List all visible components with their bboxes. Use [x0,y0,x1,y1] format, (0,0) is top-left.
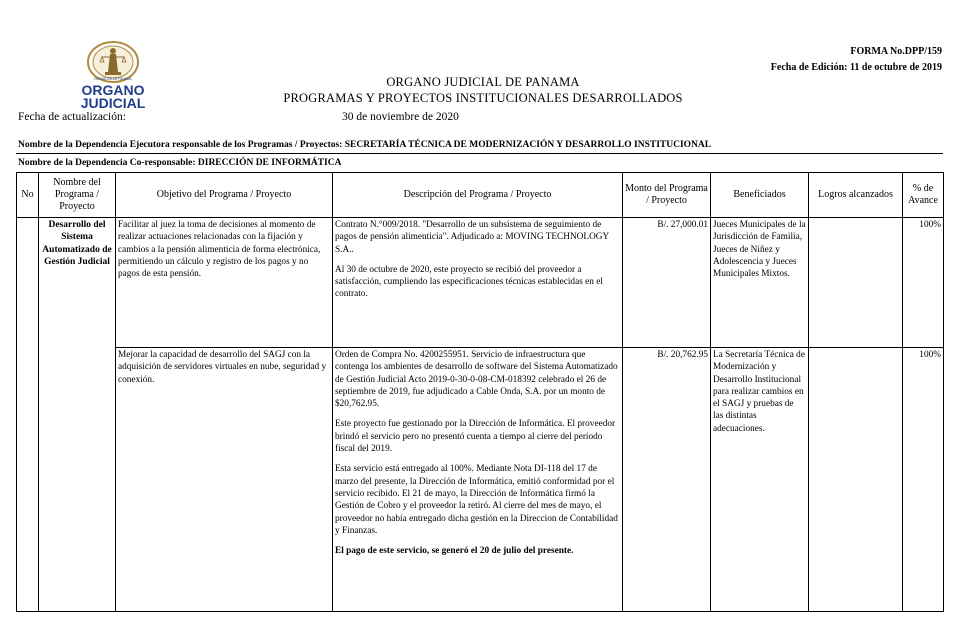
header-nombre: Nombre del Programa / Proyecto [39,173,116,218]
cell-beneficiados: Jueces Municipales de la Jurisdicción de Familia, Jueces de Niñez y Adolescencia y Jueces Municipales Mixtos. [711,218,809,348]
dependencia-ejecutora [18,140,711,150]
table-row [17,348,944,612]
header-avance: % de Avance [903,173,944,218]
dependencia-ejecutora-label: Nombre de la Dependencia Ejecutora responsable de los Programas / Proyectos: [18,140,345,150]
dependencia-coresponsable [18,158,341,168]
cell-no [17,218,39,612]
cell-descripcion [333,218,623,348]
svg-text:ORGANO: ORGANO [81,82,145,98]
header-monto: Monto del Programa / Proyecto [623,173,711,218]
header-beneficiados: Beneficiados [711,173,809,218]
dependencia-coresponsable-label: Nombre de la Dependencia Co-responsable: [18,158,198,168]
cell-objetivo: Facilitar al juez la toma de decisiones al momento de realizar actuaciones relacionadas con la fijación y cambios a la pensión alimenticia de forma electrónica, permitiendo un cálculo y registro de los pagos y no pagos de esta pensión. [116,218,333,348]
table-row [17,218,944,348]
divider [16,153,943,154]
descripcion-paragraph: Orden de Compra No. 4200255951. Servicio de infraestructura que contenga los ambientes de desarrollo de software del Sistema Automatizado de Gestión Judicial Acto 2019-0-30-0-08-CM-018392 celebrado el 26 de septiembre de 2019, fue adjudicado a Cable Onda, S.A. por un monto de $20,762.95. [335,350,618,410]
svg-text:JUDICIAL: JUDICIAL [80,95,146,111]
cell-nombre: Desarrollo del Sistema Automatizado de Gestión Judicial [39,218,116,612]
header-no: No [17,173,39,218]
descripcion-paragraph: El pago de este servicio, se generó el 20 de julio del presente. [335,546,574,557]
cell-logros [809,218,903,348]
page-title: ORGANO JUDICIAL DE PANAMA [386,75,580,89]
header-logros: Logros alcanzados [809,173,903,218]
cell-monto: B/. 20,762.95 [623,348,711,612]
programs-table [16,172,944,612]
table-header-row [17,173,944,218]
cell-beneficiados: La Secretaría Técnica de Modernización y Desarrollo Institucional para realizar cambios en el SAGJ y pruebas de las distintas adecuaciones. [711,348,809,612]
forma-number: FORMA No.DPP/159 [850,46,942,57]
header-descripcion: Descripción del Programa / Proyecto [333,173,623,218]
svg-text:REPÚBLICA DE PANAMÁ: REPÚBLICA DE PANAMÁ [94,77,132,81]
header-objetivo: Objetivo del Programa / Proyecto [116,173,333,218]
descripcion-paragraph: Este proyecto fue gestionado por la Dirección de Informática. El proveedor brindó el servicio pero no presentó cuenta a tiempo al cierre del período fiscal del 2019. [335,419,616,455]
fecha-edicion: Fecha de Edición: 11 de octubre de 2019 [770,62,942,73]
cell-objetivo: Mejorar la capacidad de desarrollo del SAGJ con la adquisición de servidores virtuales en nube, seguridad y conexión. [116,348,333,612]
fecha-actualizacion-label: Fecha de actualización: [18,111,126,123]
fecha-actualizacion-value: 30 de noviembre de 2020 [342,111,459,123]
cell-avance: 100% [903,218,944,348]
descripcion-paragraph: Esta servicio está entregado al 100%. Mediante Nota DI-118 del 17 de marzo del presente, la Dirección de Informática, emitió conformidad por el servicio recibido. El 21 de mayo, la Dirección de Informática firmó la Gestión de Cobro y el proveedor la retiró. Al cierre del mes de mayo, el proveedor no había entregado dicha gestión en la Direccion de Contabilidad y Finanzas. [335,464,618,536]
dependencia-coresponsable-value: DIRECCIÓN DE INFORMÁTICA [197,158,342,168]
descripcion-paragraph: Al 30 de octubre de 2020, este proyecto se recibió del proveedor a satisfacción, cumpliendo las especificaciones técnicas establecidas en el contrato. [335,264,603,300]
dependencia-ejecutora-value: SECRETARÍA TÉCNICA DE MODERNIZACIÓN Y DESARROLLO INSTITUCIONAL [344,140,712,150]
descripcion-paragraph: Contrato N.°009/2018. "Desarrollo de un subsistema de seguimiento de pagos de pensión alimenticia". Adjudicado a: MOVING TECHNOLOGY S.A.. [335,220,609,255]
cell-monto: B/. 27,000.01 [623,218,711,348]
cell-avance: 100% [903,348,944,612]
page-subtitle: PROGRAMAS Y PROYECTOS INSTITUCIONALES DESARROLLADOS [283,91,683,105]
cell-descripcion [333,348,623,612]
cell-logros [809,348,903,612]
